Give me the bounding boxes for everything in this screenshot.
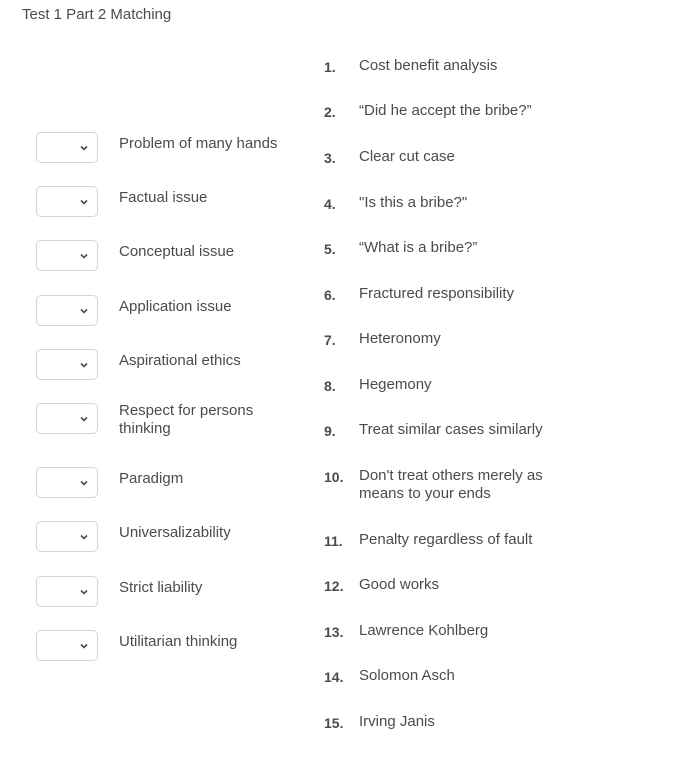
term-label: Utilitarian thinking [119,633,238,650]
answer-number: 10. [324,469,344,485]
chevron-down-icon [79,306,89,316]
answer-dropdown-1[interactable] [36,132,98,163]
answer-dropdown-3[interactable] [36,240,98,271]
term-label: Factual issue [119,189,208,206]
answer-text: Solomon Asch [359,667,455,684]
answer-dropdown-4[interactable] [36,295,98,326]
answer-number: 3. [324,150,336,166]
answer-text: “Did he accept the bribe?” [359,102,532,119]
answer-text: Don't treat others merely as means to your ends [359,467,543,502]
answer-dropdown-10[interactable] [36,630,98,661]
chevron-down-icon [79,532,89,542]
answer-text: Good works [359,576,440,593]
chevron-down-icon [79,360,89,370]
page-title: Test 1 Part 2 Matching [22,6,172,23]
answer-number: 12. [324,578,344,594]
chevron-down-icon [79,143,89,153]
answer-number: 11. [324,533,343,549]
answer-dropdown-9[interactable] [36,576,98,607]
answer-number: 8. [324,378,336,394]
chevron-down-icon [79,414,89,424]
term-label: Conceptual issue [119,243,235,260]
term-label: Aspirational ethics [119,352,241,369]
answer-number: 9. [324,423,336,439]
term-label: Universalizability [119,524,231,541]
answer-text: Heteronomy [359,330,441,347]
answer-text: “What is a bribe?” [359,239,478,256]
chevron-down-icon [79,478,89,488]
answer-number: 1. [324,59,336,75]
chevron-down-icon [79,641,89,651]
answer-number: 7. [324,332,336,348]
answer-text: Hegemony [359,376,432,393]
answer-number: 4. [324,196,336,212]
answer-dropdown-2[interactable] [36,186,98,217]
answer-number: 13. [324,624,344,640]
answer-dropdown-6[interactable] [36,403,98,434]
term-label: Respect for persons thinking [119,402,254,437]
chevron-down-icon [79,197,89,207]
term-label: Strict liability [119,579,203,596]
term-label: Problem of many hands [119,135,278,152]
answer-text: "Is this a bribe?" [359,194,468,211]
answer-text: Clear cut case [359,148,455,165]
answer-dropdown-8[interactable] [36,521,98,552]
answer-text: Cost benefit analysis [359,57,498,74]
answer-dropdown-5[interactable] [36,349,98,380]
chevron-down-icon [79,587,89,597]
answer-text: Lawrence Kohlberg [359,622,489,639]
answer-number: 14. [324,669,344,685]
answer-text: Treat similar cases similarly [359,421,543,438]
answer-text: Irving Janis [359,713,435,730]
term-label: Application issue [119,298,232,315]
term-label: Paradigm [119,470,184,487]
answer-number: 15. [324,715,344,731]
answer-dropdown-7[interactable] [36,467,98,498]
answer-number: 5. [324,241,336,257]
answer-text: Fractured responsibility [359,285,515,302]
answer-number: 6. [324,287,336,303]
answer-text: Penalty regardless of fault [359,531,533,548]
chevron-down-icon [79,251,89,261]
answer-number: 2. [324,104,336,120]
